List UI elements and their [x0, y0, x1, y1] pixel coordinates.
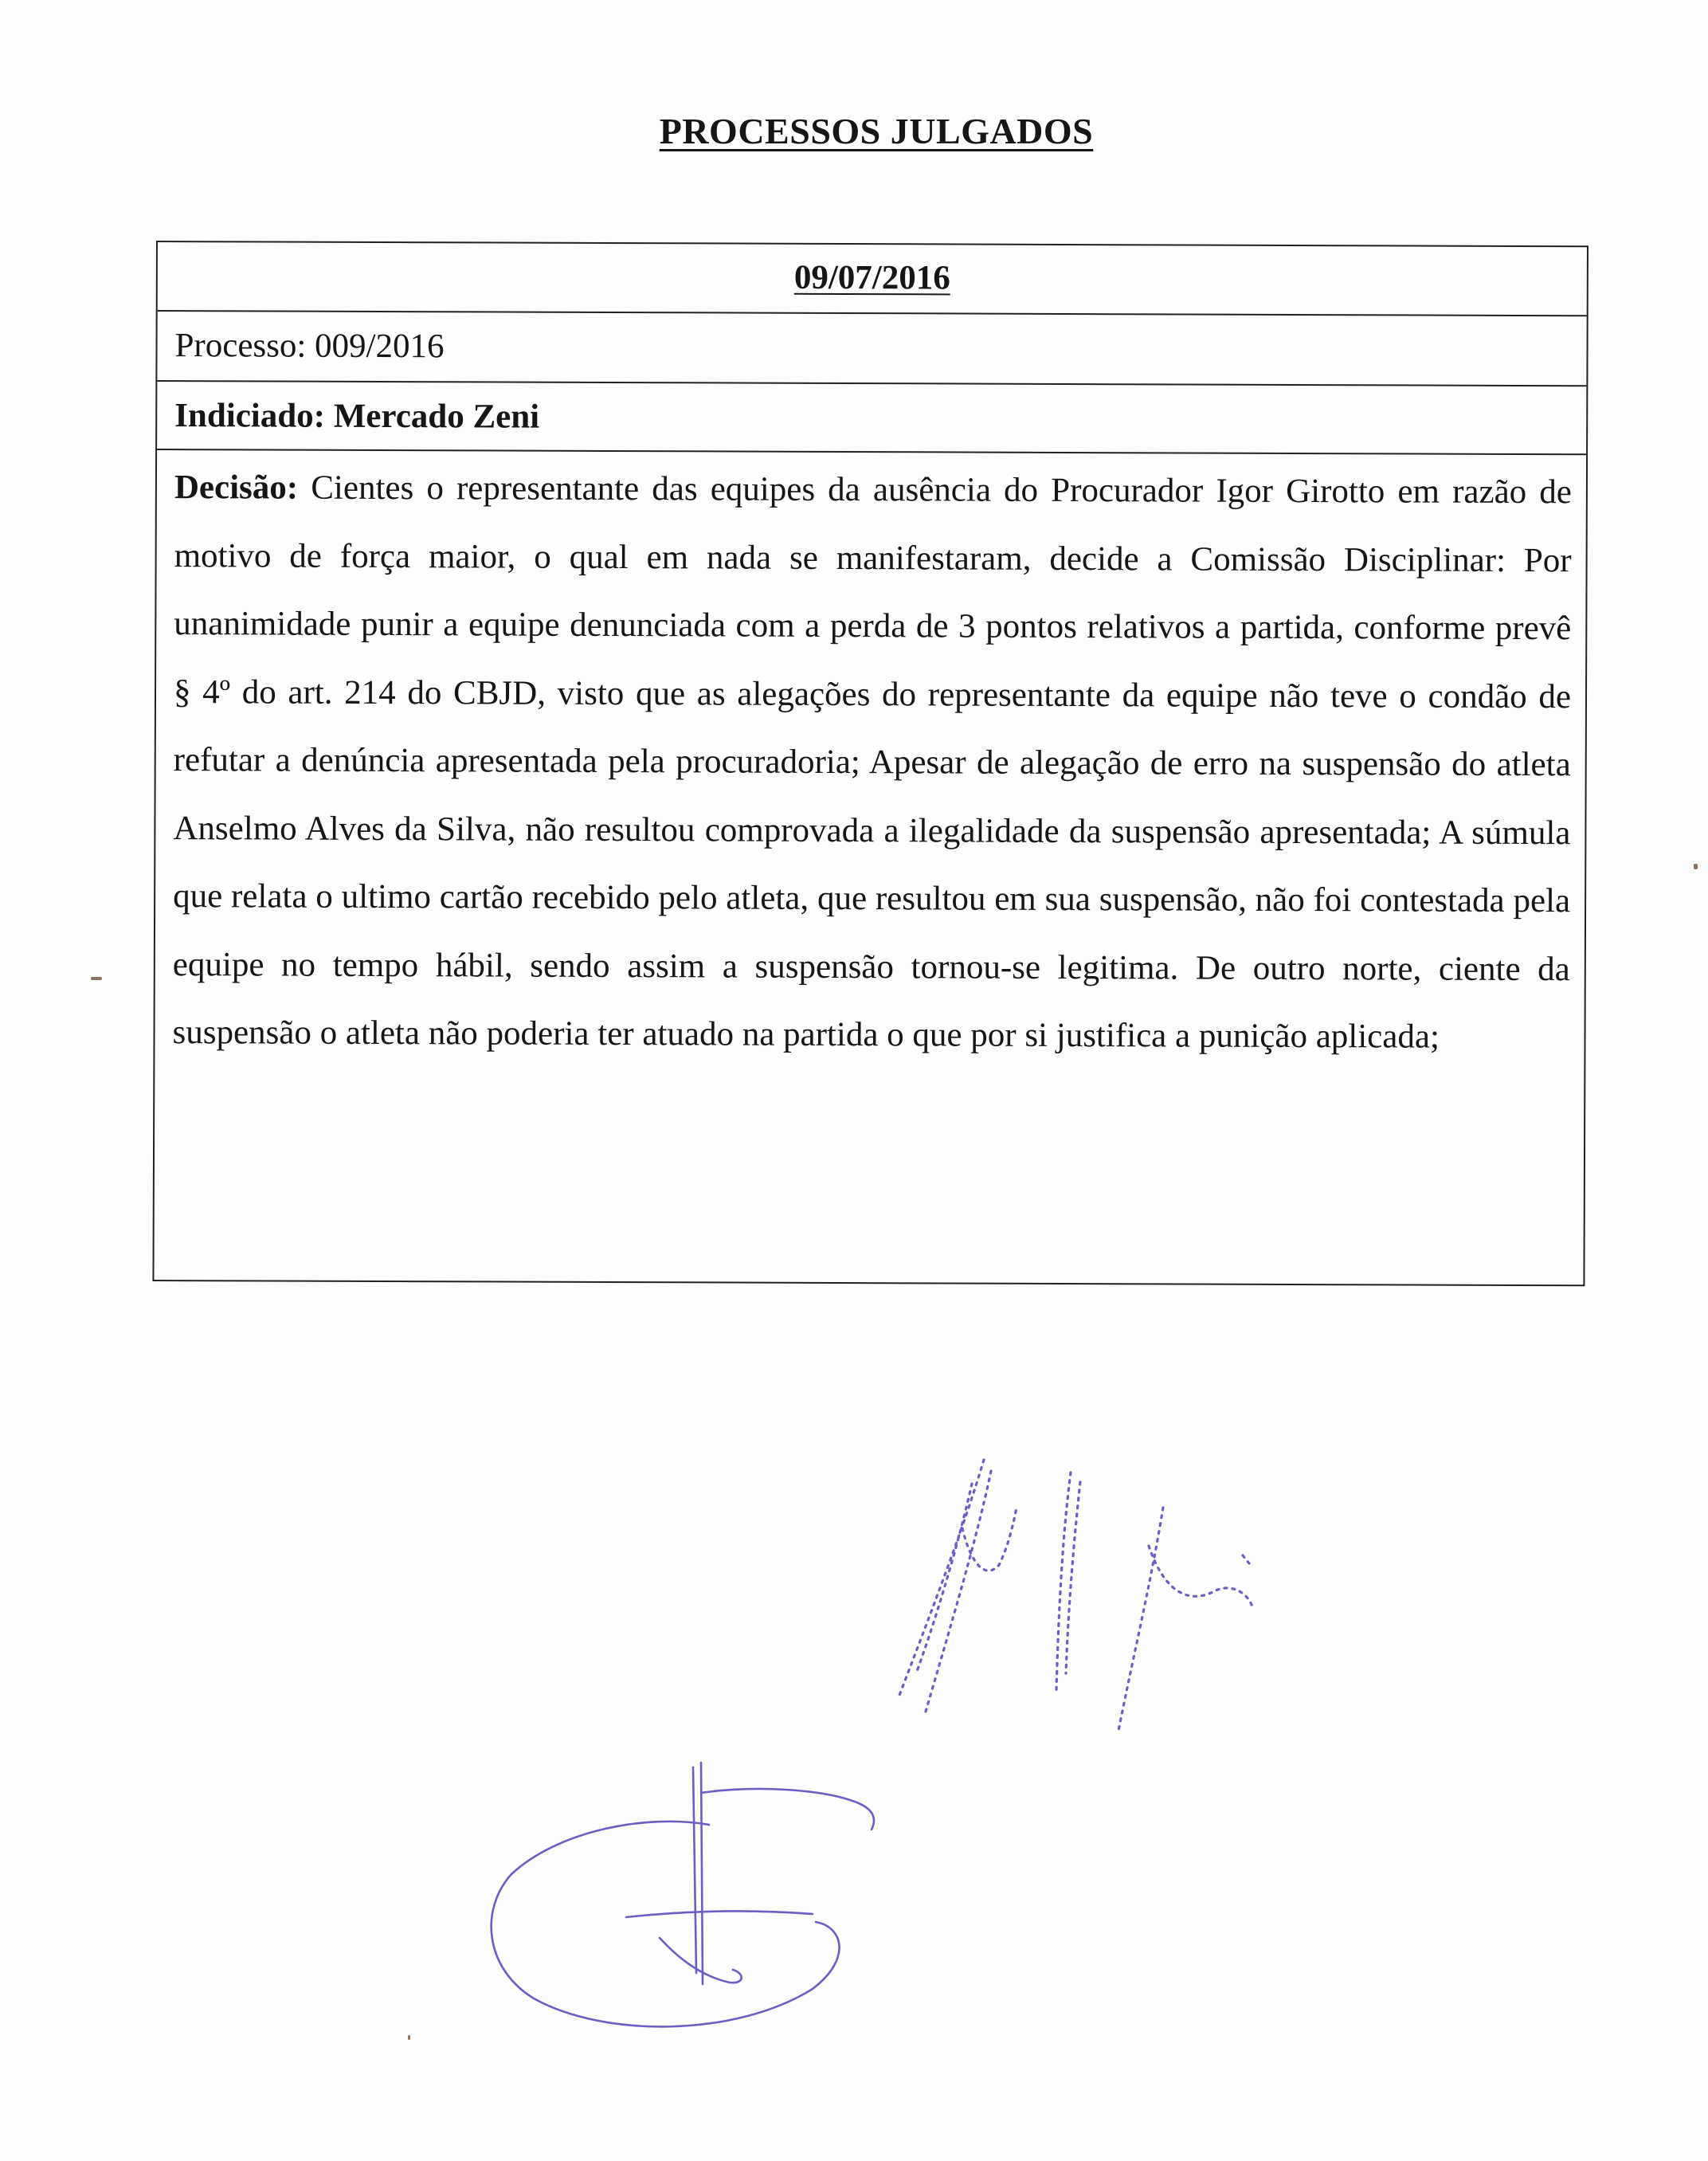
- scan-speck: [91, 977, 102, 980]
- decision-text: Cientes o representante das equipes da ausência do Procurador Igor Girotto em razão de motivo de força maior, o qual em nada se manifestaram, decide a Comissão Disciplinar: Por unanimidade punir a equipe denunciada com a perda de 3 pontos relativos a partida, conforme prevê § 4º do art. 214 do CBJD, visto que as alegações do representante da equipe não teve o condão de refutar a denúncia apresentada pela procuradoria; Apesar de alegação de erro na suspensão do atleta Anselmo Alves da Silva, não resultou comprovada a ilegalidade da suspensão apresentada; A súmula que relata o ultimo cartão recebido pelo atleta, que resultou em sua suspensão, não foi contestada pela equipe no tempo hábil, sendo assim a suspensão tornou-se legitima. De outro norte, ciente da suspensão o atleta não poderia ter atuado na partida o que por si justifica a punição aplicada;: [172, 469, 1572, 1056]
- signature-one-stroke: [1066, 1482, 1080, 1673]
- handwritten-signature-two: [470, 1745, 948, 2048]
- indicted-party: Indiciado: Mercado Zeni: [157, 382, 1586, 455]
- signature-one-stroke: [1056, 1473, 1071, 1691]
- signature-two-strokes: [492, 1763, 874, 2026]
- signature-two-stroke: [660, 1938, 742, 1983]
- signature-two-stroke: [693, 1767, 696, 1973]
- hearing-date: 09/07/2016: [158, 242, 1587, 316]
- decision-label: Decisão:: [174, 469, 299, 507]
- signature-one-stroke: [962, 1508, 1017, 1571]
- handwritten-signature-one: [852, 1434, 1346, 1769]
- process-number: Processo: 009/2016: [157, 312, 1586, 386]
- signature-two-stroke: [701, 1763, 703, 1984]
- scan-speck: [408, 2035, 410, 2040]
- signature-two-stroke: [701, 1789, 874, 1830]
- signature-one-stroke: [926, 1471, 991, 1712]
- signature-one-stroke: [1149, 1546, 1252, 1606]
- signature-one-stroke: [916, 1484, 972, 1673]
- signature-two-stroke: [492, 1822, 840, 2027]
- signature-one-strokes: [899, 1460, 1252, 1731]
- judged-case-table: [152, 241, 1589, 1286]
- scan-speck: [1694, 864, 1698, 869]
- signature-one-stroke: [1118, 1508, 1163, 1731]
- signature-one-stroke: [899, 1460, 984, 1697]
- page-title: PROCESSOS JULGADOS: [659, 111, 1094, 151]
- signature-one-stroke: [1243, 1555, 1249, 1563]
- signature-two-stroke: [626, 1912, 813, 1917]
- decision-section: [155, 450, 1586, 1072]
